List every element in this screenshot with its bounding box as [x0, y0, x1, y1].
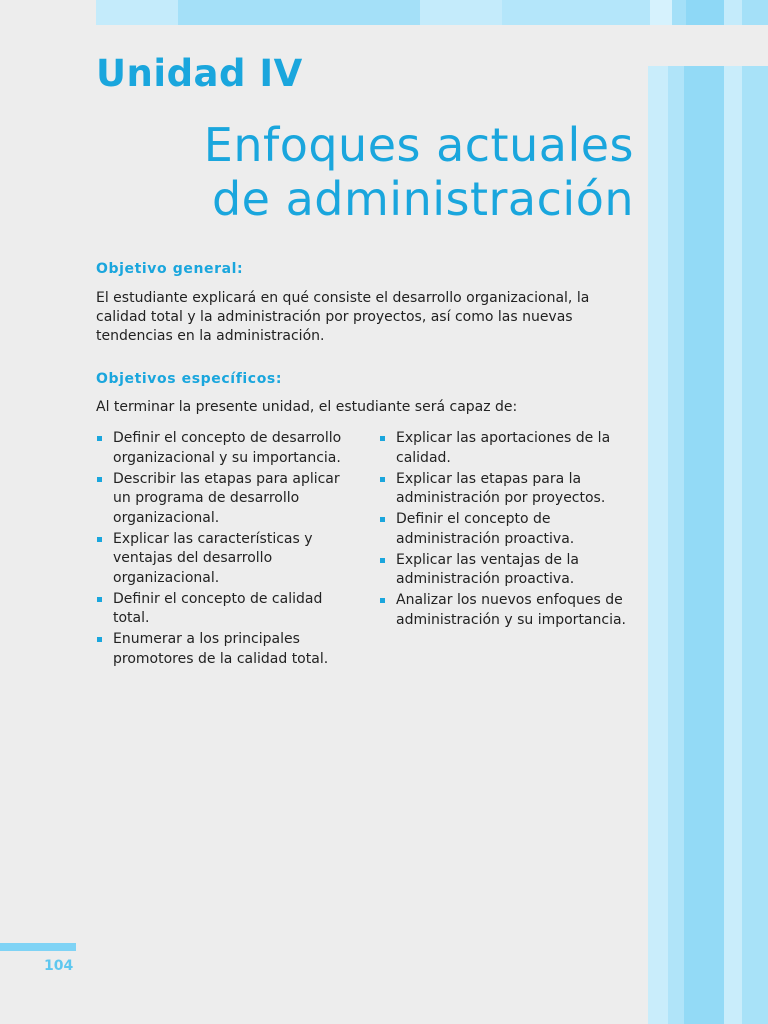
list-item-text: Explicar las características y ventajas del desarrollo organizacional.	[113, 530, 313, 586]
top-stripe	[724, 0, 742, 25]
list-item	[379, 429, 627, 468]
list-item-text: Describir las etapas para aplicar un programa de desarrollo organizacional.	[113, 470, 340, 526]
list-item-text: Definir el concepto de administración proactiva.	[396, 511, 575, 547]
top-decorative-stripes	[96, 0, 768, 25]
list-item	[379, 551, 627, 590]
top-stripe	[502, 0, 650, 25]
bullet-square-icon	[380, 558, 385, 563]
side-stripe	[648, 66, 668, 1024]
specific-objectives-heading: Objetivos específicos:	[96, 371, 283, 387]
objectives-list-left	[96, 429, 358, 671]
footer-accent-line	[0, 943, 76, 951]
list-item	[379, 470, 627, 509]
page-number: 104	[44, 958, 74, 974]
unit-title: Unidad IV	[96, 52, 303, 95]
list-item-text: Definir el concepto de calidad total.	[113, 590, 323, 626]
right-decorative-columns	[648, 66, 768, 1024]
list-item-text: Explicar las aportaciones de la calidad.	[396, 430, 611, 466]
objectives-list-right	[379, 429, 627, 632]
side-stripe	[724, 66, 742, 1024]
bullet-square-icon	[380, 477, 385, 482]
list-item	[96, 429, 358, 468]
top-stripe	[672, 0, 686, 25]
chapter-title	[204, 118, 634, 226]
chapter-title-line-2: de administración	[211, 172, 634, 226]
list-item	[379, 510, 627, 549]
general-objective-heading: Objetivo general:	[96, 261, 244, 277]
list-item-text: Explicar las etapas para la administración por proyectos.	[396, 470, 606, 506]
top-stripe	[686, 0, 724, 25]
specific-objectives-intro: Al terminar la presente unidad, el estudiante será capaz de:	[96, 399, 518, 415]
list-item	[379, 591, 627, 630]
bullet-square-icon	[380, 517, 385, 522]
bullet-square-icon	[380, 598, 385, 603]
bullet-square-icon	[380, 436, 385, 441]
list-item-text: Explicar las ventajas de la administración proactiva.	[396, 551, 579, 587]
list-item-text: Analizar los nuevos enfoques de administración y su importancia.	[396, 592, 626, 628]
list-item	[96, 470, 358, 529]
side-stripe	[668, 66, 684, 1024]
top-stripe	[178, 0, 420, 25]
list-item-text: Enumerar a los principales promotores de la calidad total.	[113, 631, 329, 667]
bullet-square-icon	[97, 436, 102, 441]
top-stripe	[742, 0, 768, 25]
list-item-text: Definir el concepto de desarrollo organizacional y su importancia.	[113, 430, 342, 466]
list-item	[96, 530, 358, 589]
bullet-square-icon	[97, 477, 102, 482]
bullet-square-icon	[97, 537, 102, 542]
top-stripe	[650, 0, 672, 25]
side-stripe	[684, 66, 724, 1024]
general-objective-text: El estudiante explicará en qué consiste el desarrollo organizacional, la calidad total y la administración por proyectos, así como las nuevas tendencias en la administración.	[96, 290, 590, 344]
bullet-square-icon	[97, 597, 102, 602]
side-stripe	[742, 66, 768, 1024]
list-item	[96, 630, 358, 669]
list-item	[96, 590, 358, 629]
top-stripe	[420, 0, 502, 25]
bullet-square-icon	[97, 637, 102, 642]
chapter-title-line-1: Enfoques actuales	[203, 118, 634, 172]
top-stripe	[96, 0, 178, 25]
